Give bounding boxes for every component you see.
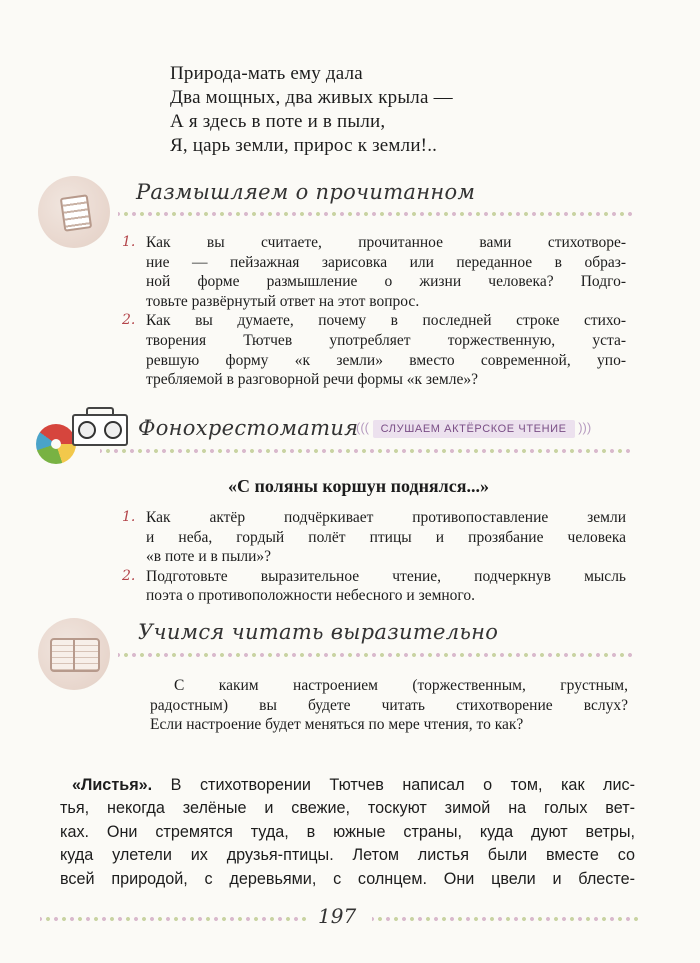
body-paragraph	[60, 774, 635, 891]
question-item	[118, 233, 626, 311]
footer-dots-right	[372, 916, 642, 922]
question-number: 2.	[122, 312, 136, 329]
poem-title: «С поляны коршун поднялся...»	[228, 476, 489, 496]
open-book-icon	[50, 638, 100, 672]
question-number: 1.	[122, 509, 136, 525]
dotted-divider	[118, 211, 632, 217]
radio-icon	[72, 414, 128, 446]
poem-line: А я здесь в поте и в пыли,	[170, 111, 386, 132]
paragraph-lead: «Листья».	[72, 776, 153, 794]
poem-line: Природа-мать ему дала	[170, 63, 363, 84]
task-line: радостным) вы будете читать стихотворение вслух?	[150, 696, 628, 714]
footer-dots-left	[40, 916, 308, 922]
question-line: творения Тютчев употребляет торжественную, уста-	[146, 331, 626, 349]
question-item	[118, 567, 626, 606]
listen-badge-label: СЛУШАЕМ АКТЁРСКОЕ ЧТЕНИЕ	[373, 420, 575, 438]
question-number: 2.	[122, 567, 136, 584]
sound-waves-icon: (((	[356, 420, 369, 435]
question-line: требляемой в разговорной речи формы «к земле»?	[146, 371, 478, 389]
question-item	[118, 508, 626, 567]
question-list	[118, 233, 626, 390]
section-title-expressive-reading: Учимся читать выразительно	[138, 620, 499, 644]
paragraph-line: «Листья». В стихотворении Тютчев написал о том, как лис-	[72, 776, 635, 794]
poem-line: Я, царь земли, прирос к земли!..	[170, 135, 438, 156]
poem-line: Два мощных, два живых крыла —	[170, 87, 453, 108]
question-item	[118, 311, 626, 389]
question-line: ревшую форму «к земли» вместо современной, упо-	[146, 351, 626, 369]
section-title-reflection: Размышляем о прочитанном	[136, 180, 476, 204]
sound-waves-icon: )))	[578, 420, 592, 435]
paragraph-line: ках. Они стремятся туда, в южные страны, куда дуют ветры,	[60, 822, 635, 841]
dotted-divider	[100, 448, 632, 454]
paragraph-line: куда улетели их друзья-птицы. Летом листья были вместе со	[60, 846, 635, 865]
document-icon	[60, 194, 92, 232]
section-icon-circle	[38, 618, 110, 690]
question-line: ние — пейзажная зарисовка или переданное в образ-	[146, 253, 626, 271]
dotted-divider	[118, 652, 632, 658]
question-line: товьте развёрнутый ответ на этот вопрос.	[146, 292, 420, 310]
question-line: Как вы думаете, почему в последней строке стихо-	[146, 312, 626, 330]
question-line: Как вы считаете, прочитанное вами стихотворе-	[146, 234, 626, 251]
page-number: 197	[318, 904, 357, 928]
question-line: поэта о противоположности небесного и земного.	[146, 587, 476, 605]
cd-disc-icon	[36, 424, 76, 464]
task-line: С каким настроением (торжественным, грустным,	[174, 677, 628, 694]
poem-excerpt	[170, 62, 453, 158]
question-line: Подготовьте выразительное чтение, подчеркнув мысль	[146, 567, 626, 585]
question-number: 1.	[122, 234, 136, 250]
reading-task	[150, 676, 628, 735]
section-icon-circle	[38, 176, 110, 248]
audio-badge[interactable]	[356, 420, 591, 435]
question-line: ной форме размышление о жизни человека? Подго-	[146, 273, 626, 291]
paragraph-line: тья, некогда зелёные и свежие, тоскуют зимой на голых вет-	[60, 799, 635, 818]
question-line: Как актёр подчёркивает противопоставление земли	[146, 509, 626, 526]
question-line: и неба, гордый полёт птицы и прозябание человека	[146, 528, 626, 546]
section-title-audio: Фонохрестоматия	[138, 416, 359, 440]
task-line: Если настроение будет меняться по мере чтения, то как?	[150, 716, 524, 734]
question-list	[118, 508, 626, 606]
paragraph-line: всей природой, с деревьями, с солнцем. Они цвели и блесте-	[60, 869, 635, 888]
question-line: «в поте и в пыли»?	[146, 548, 272, 566]
